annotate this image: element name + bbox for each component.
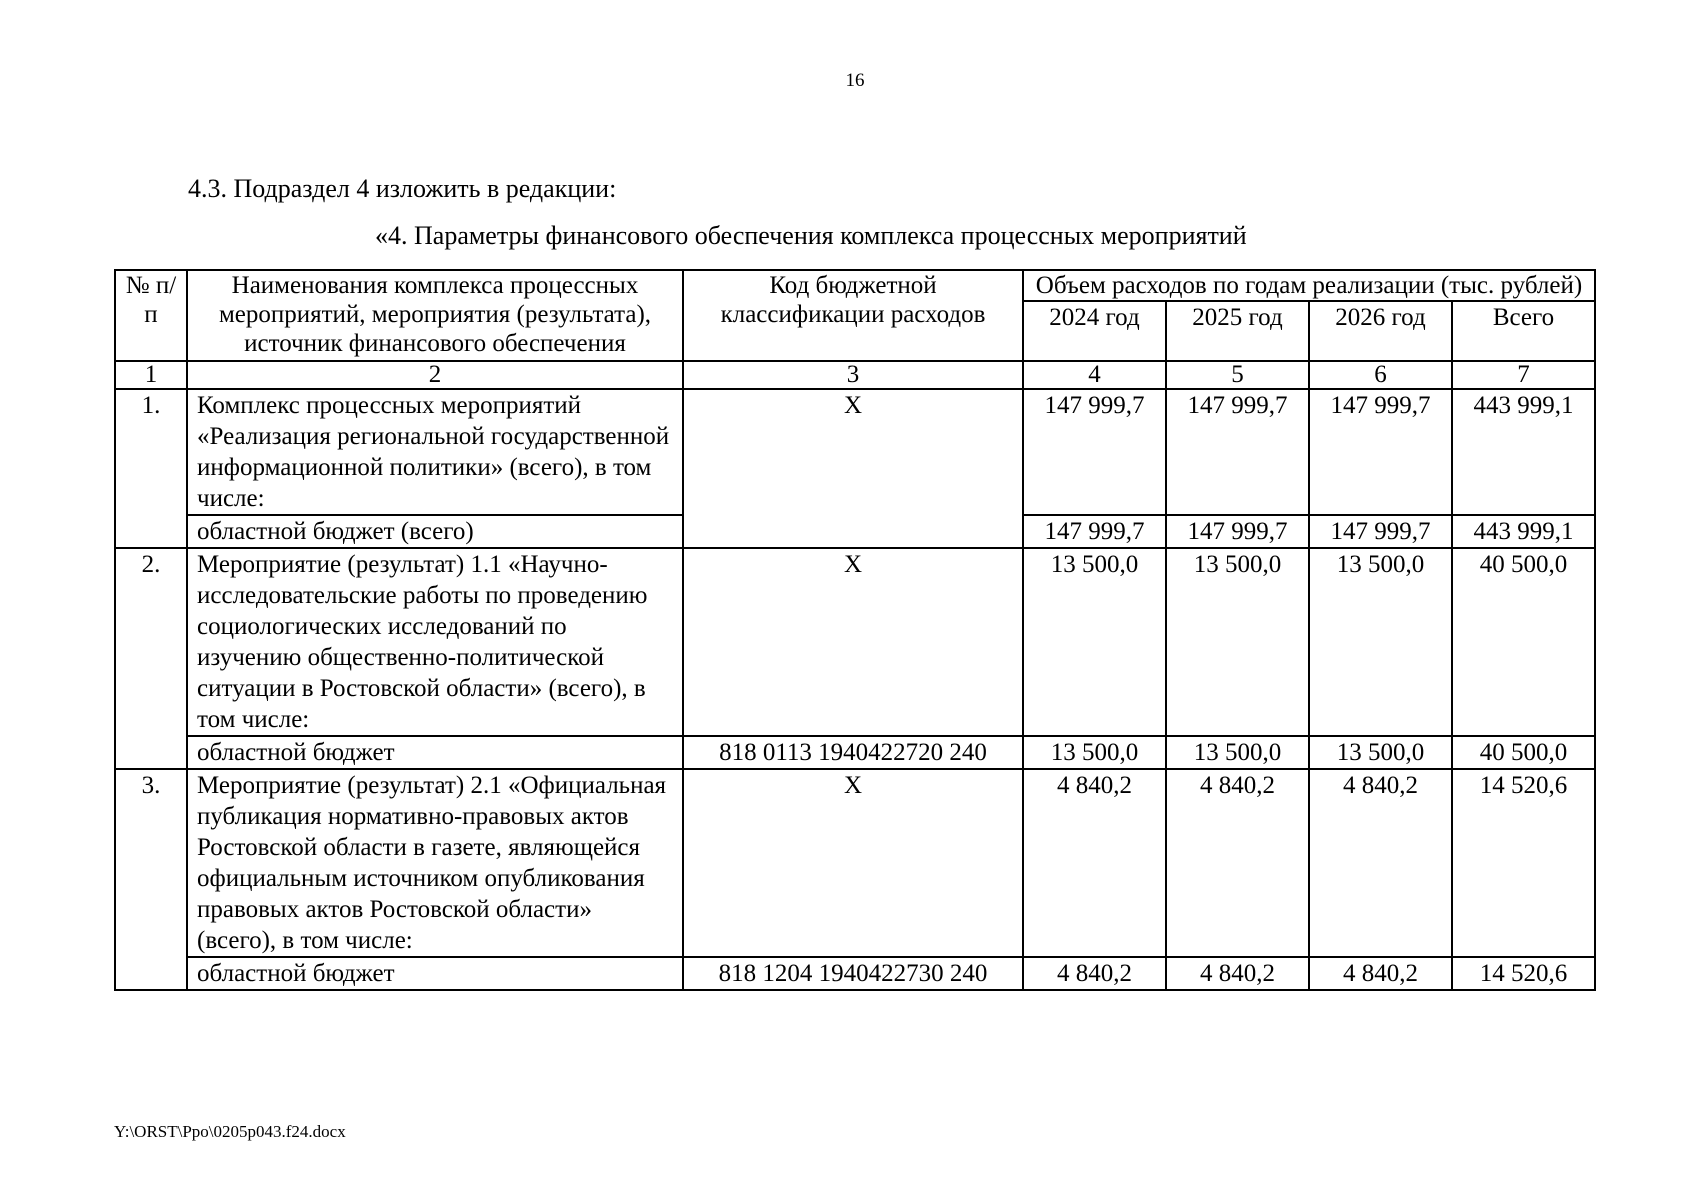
- column-number: 5: [1166, 361, 1309, 389]
- subrow-total: 443 999,1: [1452, 515, 1595, 548]
- row-number: 2.: [115, 548, 187, 769]
- row-2025: 147 999,7: [1166, 389, 1309, 515]
- row-2025: 13 500,0: [1166, 548, 1309, 736]
- subrow-total: 14 520,6: [1452, 957, 1595, 990]
- subrow-2026: 13 500,0: [1309, 736, 1452, 769]
- header-total: Всего: [1452, 301, 1595, 361]
- row-name: Мероприятие (результат) 2.1 «Официальная публикация нормативно-правовых актов Ростовской области в газете, являющейся официальным источником опубликования правовых актов Ростовской области» (всего), в том числе:: [187, 769, 683, 957]
- subrow-2024: 13 500,0: [1023, 736, 1166, 769]
- budget-table: [114, 269, 1596, 991]
- column-number-row: [115, 361, 1595, 389]
- footer-file-path: Y:\ORST\Ppo\0205p043.f24.docx: [114, 1122, 346, 1141]
- subrow-2024: 147 999,7: [1023, 515, 1166, 548]
- subrow-2026: 4 840,2: [1309, 957, 1452, 990]
- subrow-kbk: 818 0113 1940422720 240: [683, 736, 1023, 769]
- column-number: 6: [1309, 361, 1452, 389]
- header-volume: Объем расходов по годам реализации (тыс. рублей): [1023, 270, 1595, 301]
- row-name: Мероприятие (результат) 1.1 «Научно-исследовательские работы по проведению социологических исследований по изучению общественно-политической ситуации в Ростовской области» (всего), в том числе:: [187, 548, 683, 736]
- table-title: «4. Параметры финансового обеспечения комплекса процессных мероприятий: [375, 221, 1247, 250]
- column-number: 4: [1023, 361, 1166, 389]
- row-total: 443 999,1: [1452, 389, 1595, 515]
- row-2024: 13 500,0: [1023, 548, 1166, 736]
- header-2025: 2025 год: [1166, 301, 1309, 361]
- subrow-2026: 147 999,7: [1309, 515, 1452, 548]
- row-2024: 4 840,2: [1023, 769, 1166, 957]
- header-2026: 2026 год: [1309, 301, 1452, 361]
- subrow-2025: 147 999,7: [1166, 515, 1309, 548]
- header-name: Наименования комплекса процессных мероприятий, мероприятия (результата), источник финансового обеспечения: [187, 270, 683, 361]
- subrow-name: областной бюджет (всего): [187, 515, 683, 548]
- row-kbk: X: [683, 548, 1023, 736]
- column-number: 1: [115, 361, 187, 389]
- table-row: [115, 769, 1595, 957]
- subrow-2024: 4 840,2: [1023, 957, 1166, 990]
- row-2026: 13 500,0: [1309, 548, 1452, 736]
- table-subrow: [115, 736, 1595, 769]
- page-number: 16: [845, 70, 865, 91]
- row-total: 14 520,6: [1452, 769, 1595, 957]
- table-row: [115, 389, 1595, 515]
- subrow-name: областной бюджет: [187, 957, 683, 990]
- section-note: 4.3. Подраздел 4 изложить в редакции:: [188, 174, 617, 203]
- column-number: 2: [187, 361, 683, 389]
- subrow-name: областной бюджет: [187, 736, 683, 769]
- subrow-2025: 13 500,0: [1166, 736, 1309, 769]
- row-name: Комплекс процессных мероприятий «Реализация региональной государственной информационной политики» (всего), в том числе:: [187, 389, 683, 515]
- header-no: № п/п: [115, 270, 187, 361]
- subrow-kbk: 818 1204 1940422730 240: [683, 957, 1023, 990]
- header-2024: 2024 год: [1023, 301, 1166, 361]
- row-2024: 147 999,7: [1023, 389, 1166, 515]
- row-number: 3.: [115, 769, 187, 990]
- table-subrow: [115, 957, 1595, 990]
- subrow-total: 40 500,0: [1452, 736, 1595, 769]
- column-number: 7: [1452, 361, 1595, 389]
- row-kbk: X: [683, 769, 1023, 957]
- row-kbk: X: [683, 389, 1023, 548]
- row-number: 1.: [115, 389, 187, 548]
- row-2026: 147 999,7: [1309, 389, 1452, 515]
- subrow-2025: 4 840,2: [1166, 957, 1309, 990]
- column-number: 3: [683, 361, 1023, 389]
- header-kbk: Код бюджетной классификации расходов: [683, 270, 1023, 361]
- table-row: [115, 548, 1595, 736]
- row-2025: 4 840,2: [1166, 769, 1309, 957]
- row-2026: 4 840,2: [1309, 769, 1452, 957]
- row-total: 40 500,0: [1452, 548, 1595, 736]
